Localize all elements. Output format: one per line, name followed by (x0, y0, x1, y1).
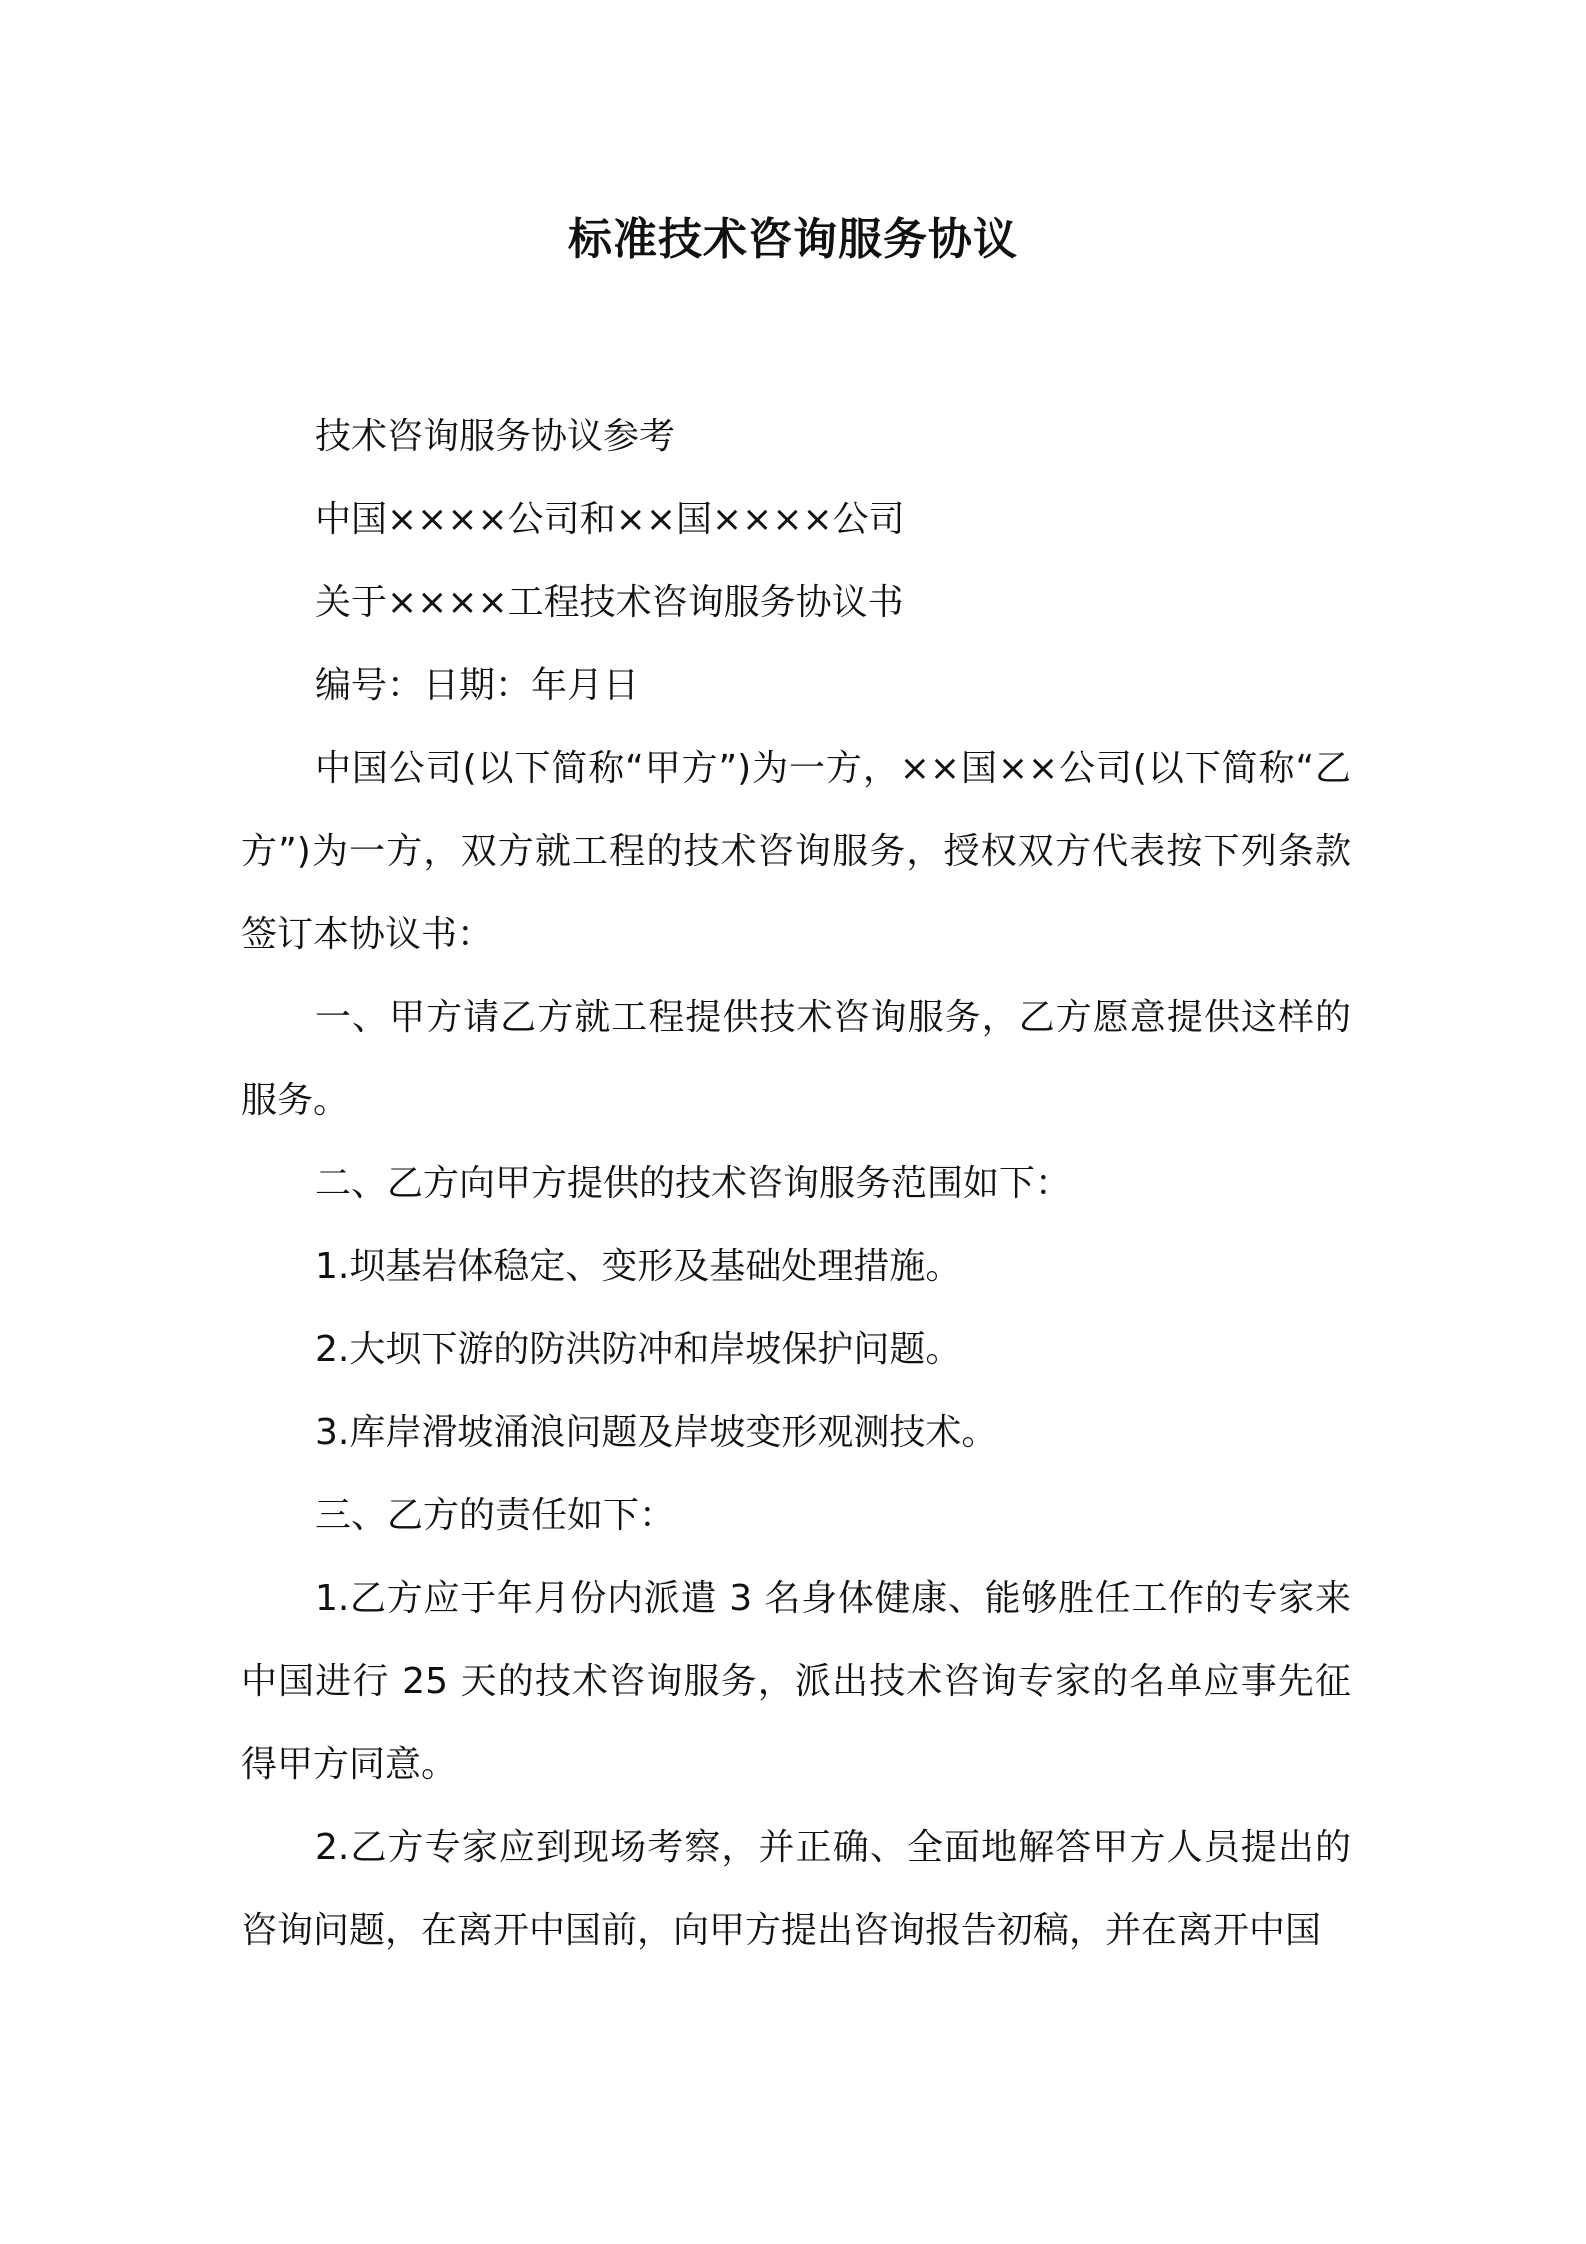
paragraph-clause-2-item-2: 2.大坝下游的防洪防冲和岸坡保护问题。 (315, 1329, 962, 1370)
paragraph-clause-2-item-1: 1.坝基岩体稳定、变形及基础处理措施。 (315, 1246, 962, 1287)
document-title: 标准技术咨询服务协议 (568, 214, 1018, 265)
paragraph-clause-3-item-2: 2.乙方专家应到现场考察，并正确、全面地解答甲方人员提出的咨询问题，在离开中国前，向甲方提出咨询报告初稿，并在离开中国 (241, 1827, 1351, 1951)
paragraph-reference-title: 技术咨询服务协议参考 (315, 416, 676, 457)
paragraph-number-date: 编号：日期：年月日 (315, 665, 640, 706)
paragraph-parties: 中国××××公司和××国××××公司 (315, 499, 905, 540)
paragraph-clause-3: 三、乙方的责任如下： (315, 1495, 676, 1536)
document-body (241, 395, 1351, 1972)
paragraph-preamble: 中国公司(以下简称“甲方”)为一方，××国××公司(以下简称“乙方”)为一方，双方就工程的技术咨询服务，授权双方代表按下列条款签订本协议书： (241, 748, 1351, 955)
paragraph-agreement-subject: 关于××××工程技术咨询服务协议书 (315, 582, 904, 623)
paragraph-clause-2-item-3: 3.库岸滑坡涌浪问题及岸坡变形观测技术。 (315, 1412, 998, 1453)
paragraph-clause-1: 一、甲方请乙方就工程提供技术咨询服务，乙方愿意提供这样的服务。 (241, 997, 1351, 1121)
paragraph-clause-2: 二、乙方向甲方提供的技术咨询服务范围如下： (315, 1163, 1072, 1204)
paragraph-clause-3-item-1: 1.乙方应于年月份内派遣 3 名身体健康、能够胜任工作的专家来中国进行 25 天的技术咨询服务，派出技术咨询专家的名单应事先征得甲方同意。 (241, 1578, 1351, 1785)
